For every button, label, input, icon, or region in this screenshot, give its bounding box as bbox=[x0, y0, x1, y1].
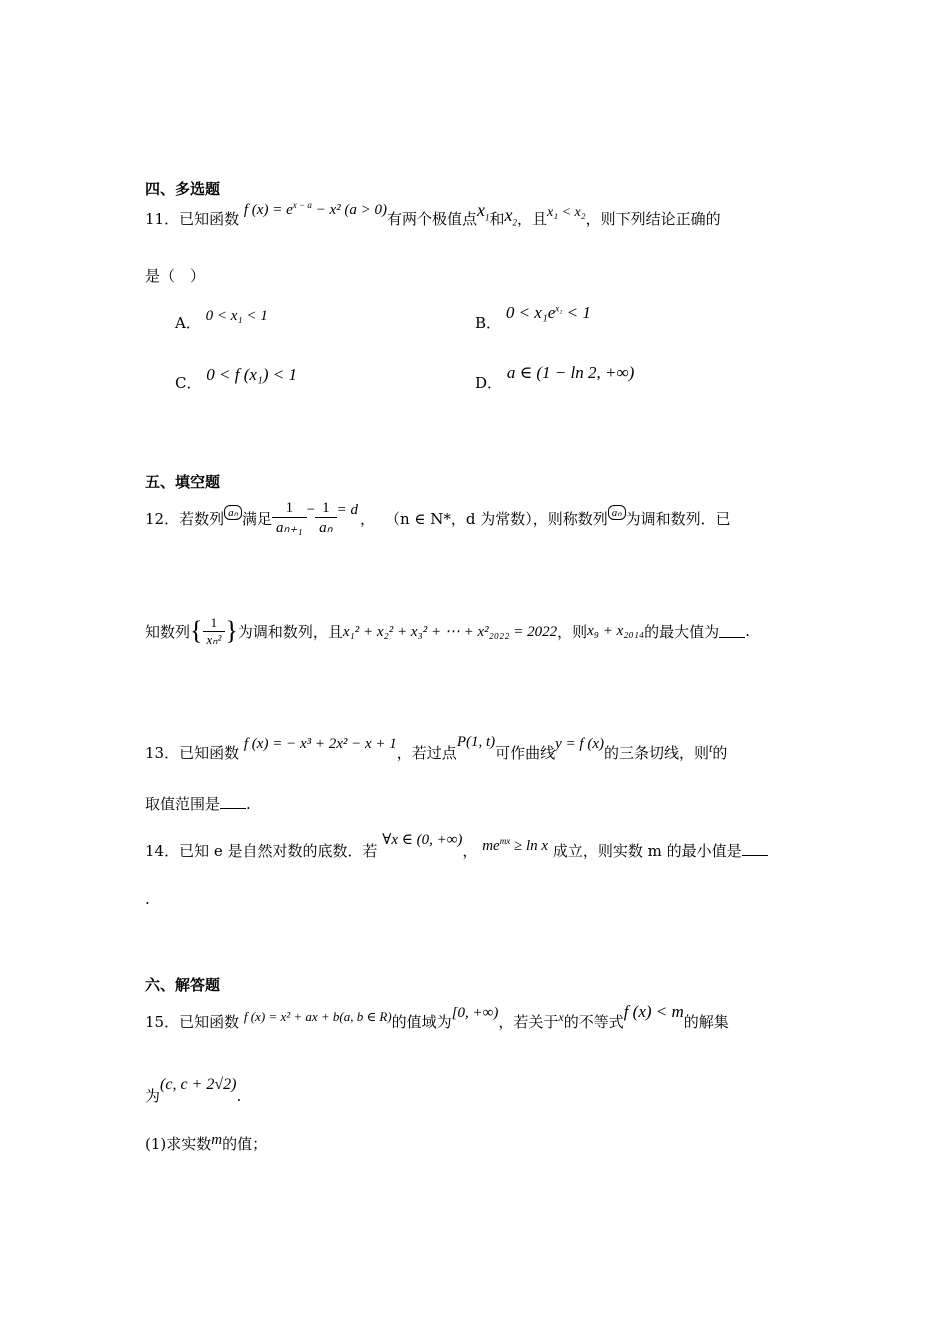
option-expression: 0 < x₁ < 1 bbox=[205, 308, 268, 324]
curve-expression: y = f (x) bbox=[555, 736, 605, 752]
question-number: 12． bbox=[145, 509, 180, 528]
inequality-expression: $me^{mx} \ge \ln x$ bbox=[482, 836, 549, 854]
option-label: C． bbox=[175, 374, 202, 392]
sequence-brace: aₙ bbox=[224, 505, 242, 520]
question-15-part-1: (1)求实数m的值； bbox=[145, 1132, 268, 1153]
function-expression: f $(x) = e^{x - a} - x^2$ (a > 0) bbox=[243, 200, 387, 218]
sequence-brace: aₙ bbox=[608, 505, 626, 520]
option-a bbox=[175, 308, 268, 333]
question-15-line-2: 为(c, c + 2√2). bbox=[145, 1076, 242, 1105]
question-number: 14． bbox=[145, 842, 180, 860]
condition-expression: x₁ < x₂ bbox=[547, 205, 586, 220]
option-label: A． bbox=[175, 314, 201, 332]
function-expression: f (x) = x² + ax + b(a, b ∈ R) bbox=[243, 1009, 392, 1024]
function-expression: f (x) = − x³ + 2x² − x + 1 bbox=[243, 736, 397, 752]
sum-of-squares-expression: x₁² + x₂² + x₃² + ⋯ + x²₂₀₂₂ = 2022 bbox=[342, 623, 558, 640]
question-12-line-1: 12． 若数列 aₙ 满足 $\frac{1}{\text{aₙ₊₁}}$ − $\frac{1}{\text{aₙ}}$ = d ， （n ∈ N*，d 为常数），则称数列 aₙ 为调和数列．已 bbox=[145, 499, 731, 536]
option-label: B． bbox=[475, 314, 502, 332]
option-label: D． bbox=[475, 374, 503, 392]
question-13-line-1: 13．已知函数 f (x) = − x³ + 2x² − x + 1，若过点P(1, t)可作曲线y = f (x)的三条切线，则$^t$的 bbox=[145, 734, 728, 762]
question-14-line-2: . bbox=[145, 890, 150, 908]
question-15-line-1: 15．已知函数 f (x) = x² + ax + b(a, b ∈ R)的值域为[0, +∞)，若关于$^x$的不等式f (x) < m的解集 bbox=[145, 1002, 729, 1031]
section-heading-fill-in: 五、填空题 bbox=[145, 473, 221, 491]
option-d bbox=[475, 363, 635, 393]
option-b bbox=[475, 303, 591, 333]
question-12-line-2: 知数列 { $\frac{1}{\text{xₙ²}}$ } 为调和数列，且 x₁² + x₂² + x₃² + ⋯ + x²₂₀₂₂ = 2022 ，则 x₉ + x₂₀₁₄ 的最大值为 . bbox=[145, 614, 750, 647]
option-expression: a ∈ (1 − ln 2, +∞) bbox=[506, 363, 635, 382]
inequality-expression: f (x) < m bbox=[623, 1002, 684, 1021]
harmonic-sequence-brace: { $\frac{1}{\text{xₙ²}}$ } bbox=[190, 614, 238, 647]
fraction-one-over-a-n: $\frac{1}{\text{aₙ}}$ bbox=[315, 500, 336, 537]
option-expression: $0 < x_1e^{x_2} < 1$ bbox=[505, 303, 591, 322]
extreme-point-x1: $x_1$ bbox=[476, 200, 490, 223]
solution-interval: (c, c + 2√2) bbox=[160, 1076, 237, 1093]
question-11-line-1: 11．已知函数 f $(x) = e^{x - a} - x^2$ (a > 0)有两个极值点$x_1$和$x_2$，且x₁ < x₂，则下列结论正确的 bbox=[145, 200, 721, 228]
question-13-line-2: 取值范围是 . bbox=[145, 795, 251, 813]
fraction-one-over-a-n-plus-1: $\frac{1}{\text{aₙ₊₁}}$ bbox=[272, 500, 307, 537]
question-11-line-2: 是（ ） bbox=[145, 267, 206, 285]
option-expression: 0 < f (x₁) < 1 bbox=[206, 365, 297, 384]
section-heading-solution: 六、解答题 bbox=[145, 976, 221, 994]
range-expression: [0, +∞) bbox=[451, 1005, 499, 1021]
question-number: 15． bbox=[145, 1013, 180, 1031]
extreme-point-x2: $x_2$ bbox=[504, 205, 517, 228]
answer-blank[interactable] bbox=[220, 796, 246, 809]
answer-blank[interactable] bbox=[742, 843, 768, 856]
forall-expression: ∀x ∈ (0, +∞) bbox=[382, 832, 463, 848]
answer-blank[interactable] bbox=[719, 625, 745, 638]
point-expression: P(1, t) bbox=[456, 734, 496, 750]
option-c bbox=[175, 365, 297, 393]
question-number: 13． bbox=[145, 744, 180, 762]
target-expression: x₉ + x₂₀₁₄ bbox=[587, 622, 645, 639]
question-number: 11． bbox=[145, 210, 180, 228]
section-heading-multiple-choice: 四、多选题 bbox=[145, 180, 221, 198]
question-14-line-1: 14．已知 e 是自然对数的底数．若 ∀x ∈ (0, +∞)， $me^{mx} \ge \ln x$ 成立，则实数 m 的最小值是 bbox=[145, 840, 768, 861]
